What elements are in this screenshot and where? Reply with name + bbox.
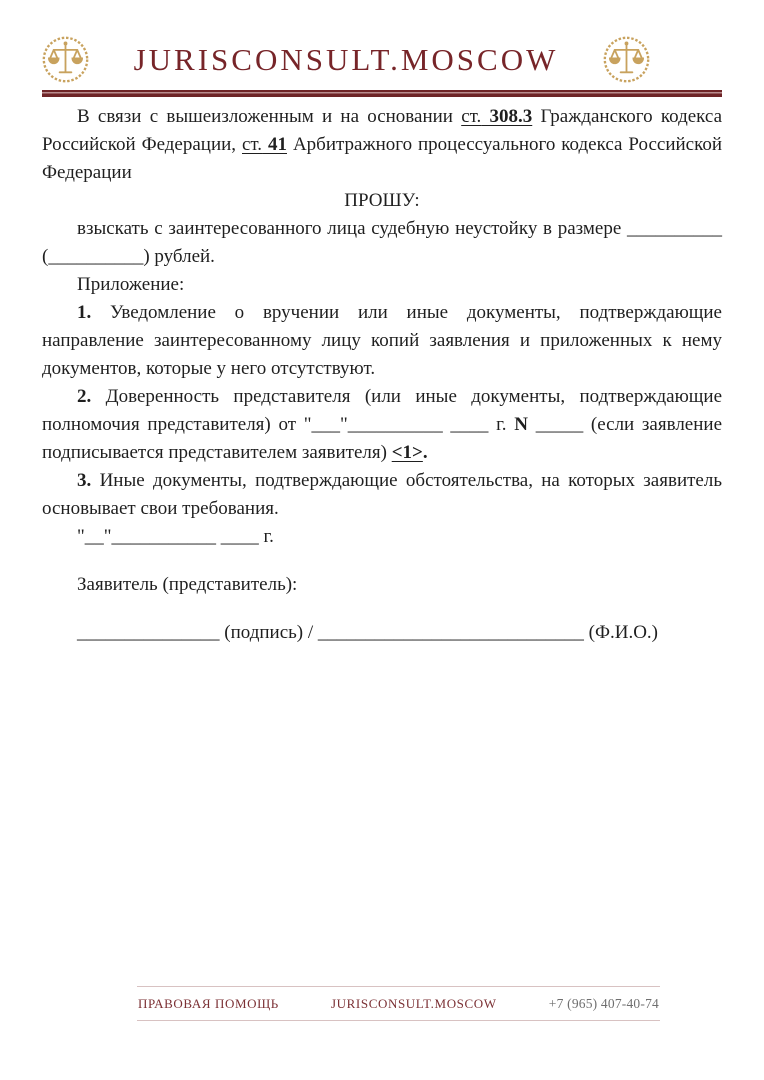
date-blank-line: "__"___________ ____ г. bbox=[77, 526, 274, 547]
footnote-reference: <1> bbox=[391, 442, 423, 463]
page-footer bbox=[137, 986, 660, 1021]
request-paragraph: взыскать с заинтересованного лица судебную неустойку в размере __________ (__________) рублей. bbox=[42, 218, 722, 267]
number-sign: N bbox=[514, 414, 528, 435]
item-number: 3. bbox=[77, 470, 92, 491]
signature-blank-line: _______________ (подпись) / ____________________________ (Ф.И.О.) bbox=[77, 622, 659, 643]
header-divider bbox=[42, 90, 722, 97]
site-title: JURISCONSULT.MOSCOW bbox=[133, 41, 559, 77]
scales-of-justice-icon bbox=[603, 36, 650, 83]
attachment-item-1: 1. Уведомление о вручении или иные документы, подтверждающие направление заинтересованному лицу копий заявления и приложенных к нему документов, которые у него отсутствуют. bbox=[42, 302, 722, 379]
footer-phone: +7 (965) 407-40-74 bbox=[548, 996, 659, 1011]
attachment-item-3: 3. Иные документы, подтверждающие обстоятельства, на которых заявитель основывает свои требования. bbox=[42, 470, 723, 519]
request-heading: ПРОШУ: bbox=[344, 190, 420, 211]
footer-tagline: ПРАВОВАЯ ПОМОЩЬ bbox=[138, 996, 279, 1011]
statute-ref-apk: ст. 41 bbox=[242, 134, 287, 155]
attachments-heading: Приложение: bbox=[77, 274, 185, 295]
document-body bbox=[42, 103, 722, 647]
attachment-item-2: 2. Доверенность представителя (или иные документы, подтверждающие полномочия представителя) от "___"__________ ____ г. N _____ (если заявление подписывается представителем заявителя) <1>. bbox=[42, 386, 723, 463]
intro-mid: Гражданского кодекса Российской Федерации, bbox=[42, 106, 723, 155]
site-header bbox=[42, 36, 722, 83]
intro-lead: В связи с вышеизложенным и на основании bbox=[77, 106, 453, 127]
footer-site-label: JURISCONSULT.MOSCOW bbox=[331, 996, 497, 1011]
scales-of-justice-icon bbox=[42, 36, 89, 83]
item-number: 1. bbox=[77, 302, 92, 323]
signer-label: Заявитель (представитель): bbox=[77, 574, 298, 595]
intro-tail: Арбитражного процессуального кодекса Российской Федерации bbox=[42, 134, 723, 183]
intro-paragraph bbox=[42, 103, 722, 187]
statute-ref-gk: ст. 308.3 bbox=[461, 106, 533, 127]
item-number: 2. bbox=[77, 386, 92, 407]
